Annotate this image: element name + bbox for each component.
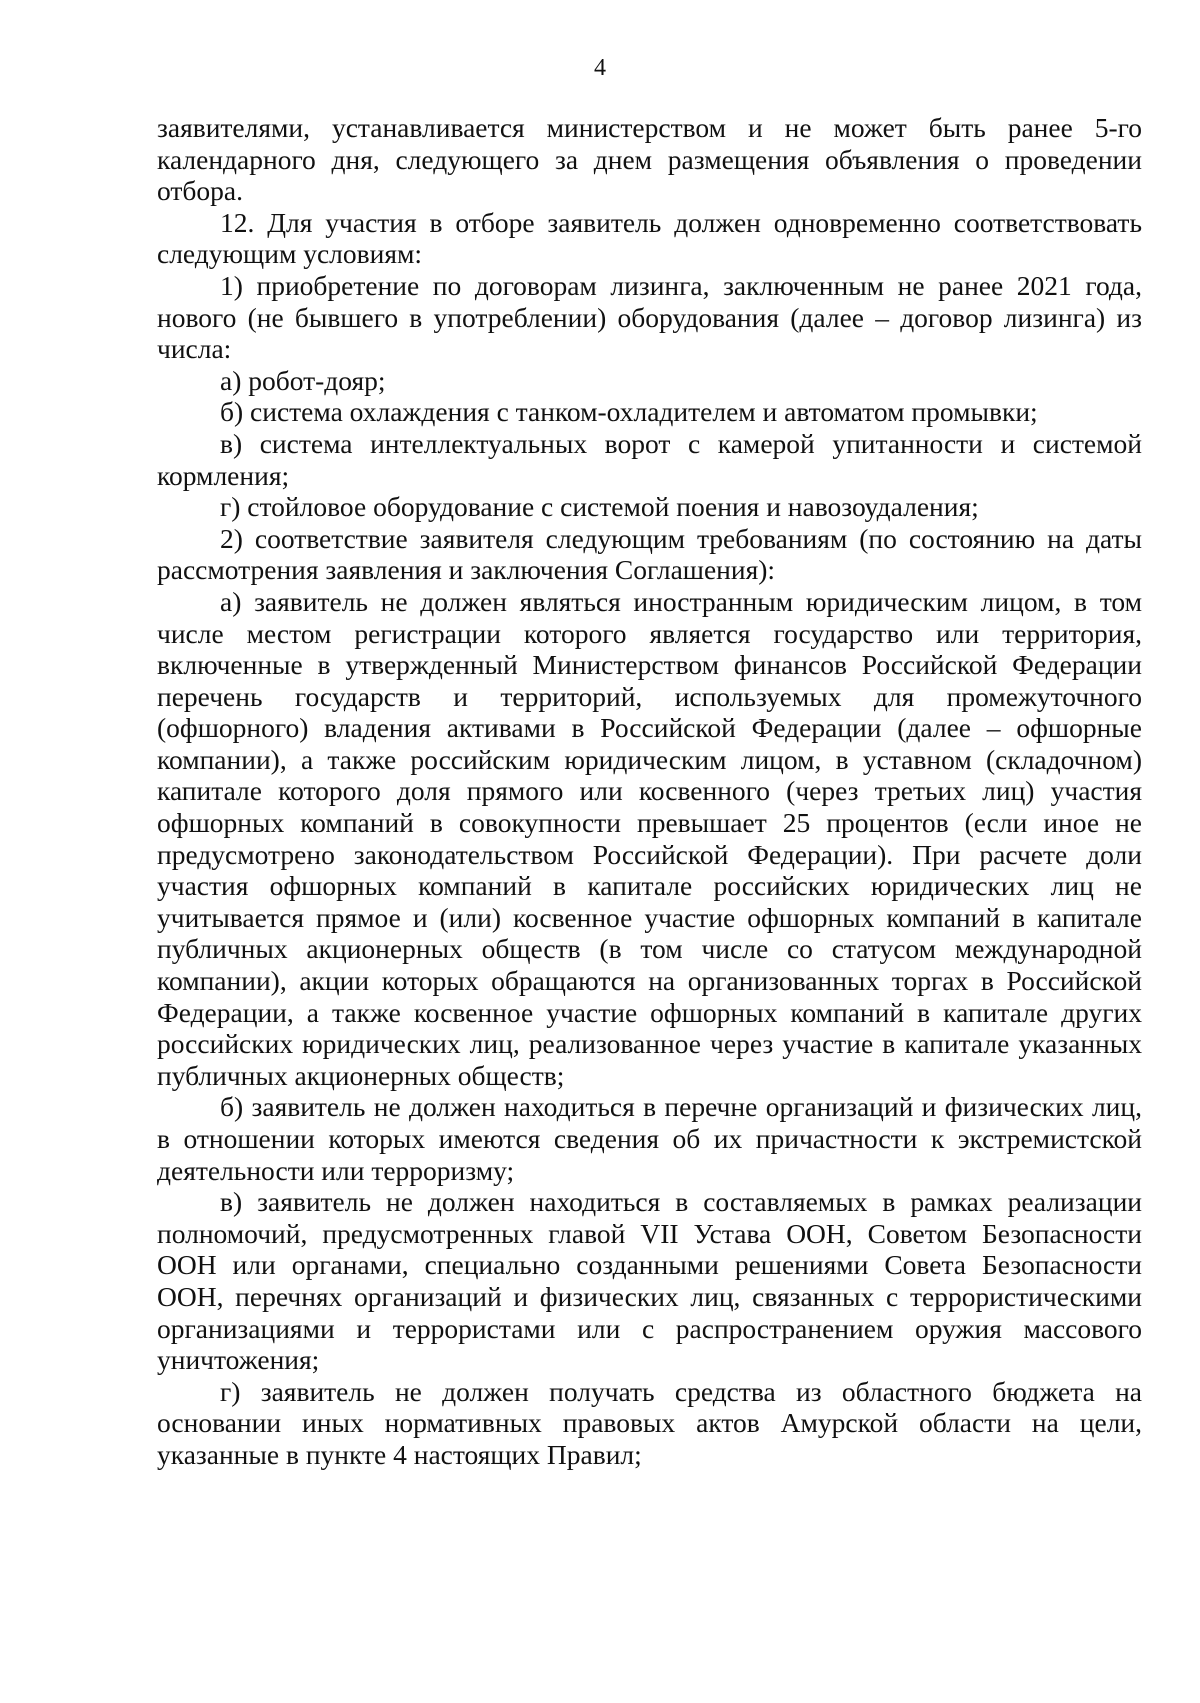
document-body [157,112,1142,1471]
paragraph-subitem-2v: в) заявитель не должен находиться в составляемых в рамках реализации полномочий, предусмотренных главой VII Устава ООН, Советом Безопасности ООН или органами, специально созданными решениями Совета Безопасности ООН, перечнях организаций и физических лиц, связанных с террористическими организациями и террористами или с распространением оружия массового уничтожения; [157,1186,1142,1376]
paragraph-subitem-1v: в) система интеллектуальных ворот с камерой упитанности и системой кормления; [157,427,1142,491]
paragraph-subitem-1a: а) робот-дояр; [220,364,386,396]
page-number: 4 [594,55,606,81]
paragraph-item-12: 12. Для участия в отборе заявитель должен одновременно соответствовать следующим условиям: [157,206,1142,270]
paragraph-subitem-2b: б) заявитель не должен находиться в перечне организаций и физических лиц, в отношении которых имеются сведения об их причастности к экстремистской деятельности или терроризму; [157,1091,1142,1186]
paragraph-continuation: заявителями, устанавливается министерством и не может быть ранее 5-го календарного дня, следующего за днем размещения объявления о проведении отбора. [157,112,1142,207]
paragraph-subitem-2a: а) заявитель не должен являться иностранным юридическим лицом, в том числе местом регистрации которого является государство или территория, включенные в утвержденный Министерством финансов Российской Федерации перечень государств и территорий, используемых для промежуточного (офшорного) владения активами в Российской Федерации (далее – офшорные компании), а также российским юридическим лицом, в уставном (складочном) капитале которого доля прямого или косвенного (через третьих лиц) участия офшорных компаний в совокупности превышает 25 процентов (если иное не предусмотрено законодательством Российской Федерации). При расчете доли участия офшорных компаний в капитале российских юридических лиц не учитывается прямое и (или) косвенное участие офшорных компаний в капитале публичных акционерных обществ (в том числе со статусом международной компании), акции которых обращаются на организованных торгах в Российской Федерации, а также косвенное участие офшорных компаний в капитале других российских юридических лиц, реализованное через участие в капитале указанных публичных акционерных обществ; [157,585,1142,1091]
paragraph-subitem-2: 2) соответствие заявителя следующим требованиям (по состоянию на даты рассмотрения заявления и заключения Соглашения): [157,522,1142,586]
paragraph-subitem-1g: г) стойловое оборудование с системой поения и навозоудаления; [220,491,979,523]
paragraph-subitem-1b: б) система охлаждения с танком-охладителем и автоматом промывки; [220,396,1038,428]
paragraph-subitem-1: 1) приобретение по договорам лизинга, заключенным не ранее 2021 года, нового (не бывшего в употреблении) оборудования (далее – договор лизинга) из числа: [157,269,1142,365]
paragraph-subitem-2g: г) заявитель не должен получать средства из областного бюджета на основании иных нормативных правовых актов Амурской области на цели, указанные в пункте 4 настоящих Правил; [157,1375,1142,1470]
